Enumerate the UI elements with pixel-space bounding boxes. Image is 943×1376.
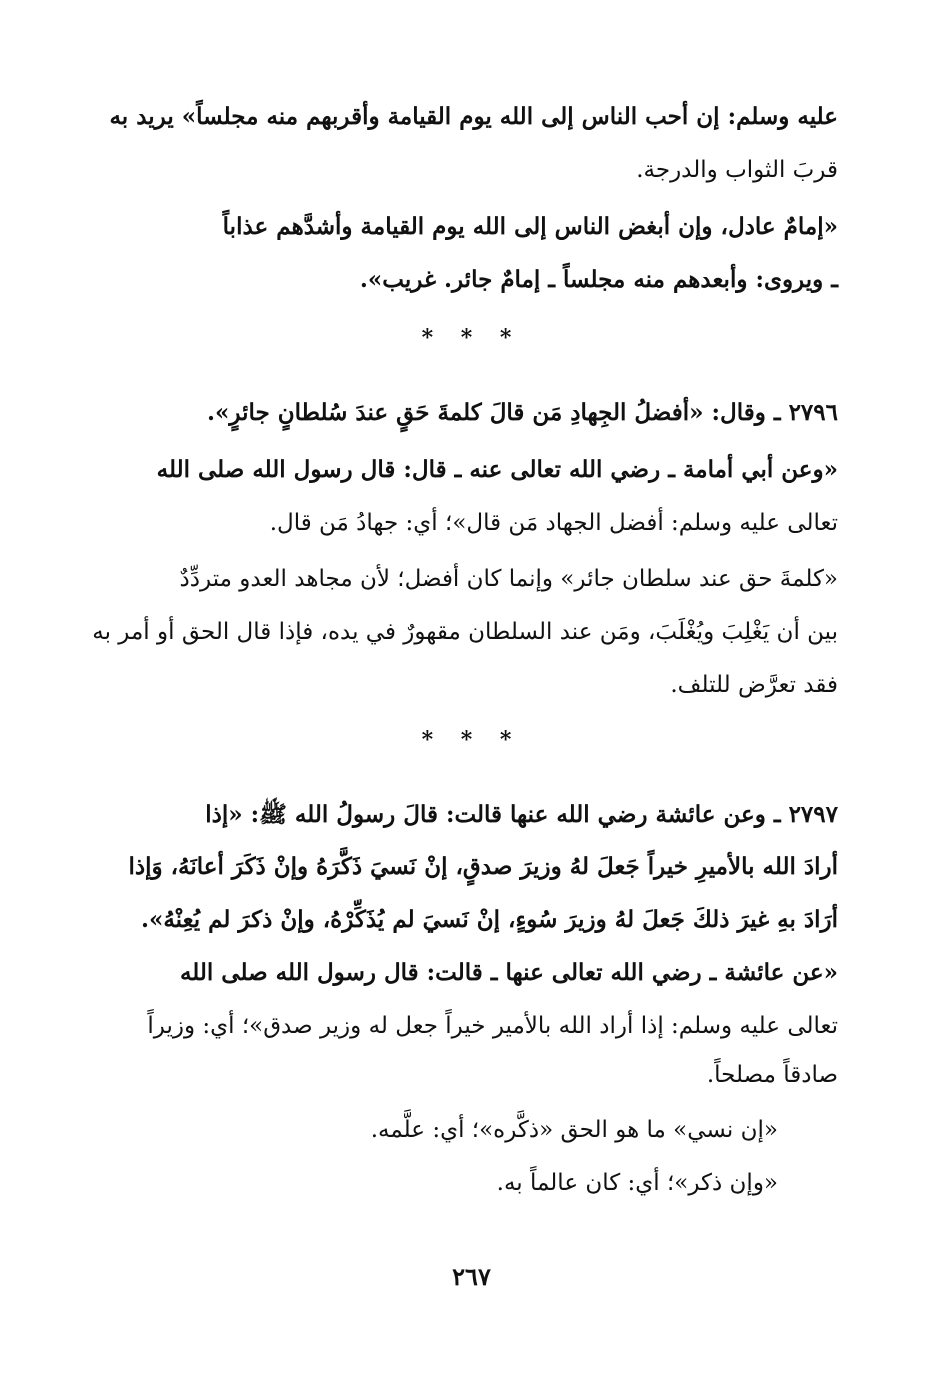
text-line: «وإن ذكر»؛ أي: كان عالماً به. <box>496 1170 778 1196</box>
hadith-heading-2797: ٢٧٩٧ ـ وعن عائشة رضي الله عنها قالت: قالَ رسولُ الله ﷺ: «إذا <box>205 801 838 828</box>
text-line: فقد تعرَّض للتلف. <box>670 672 838 698</box>
text-line: «كلمةَ حق عند سلطان جائر» وإنما كان أفضل؛ لأن مجاهد العدو متردِّدٌ <box>179 566 838 592</box>
text-line: أرادَ الله بالأميرِ خيراً جَعلَ لهُ وزيرَ صدقٍ، إنْ نَسيَ ذَكَّرَهُ وإنْ ذَكَرَ أعانَهُ، وَإذا <box>128 853 838 880</box>
text-line: تعالى عليه وسلم: أفضل الجهاد مَن قال»؛ أي: جهادُ مَن قال. <box>269 510 838 536</box>
text-line: «إمامٌ عادل، وإن أبغض الناس إلى الله يوم القيامة وأشدَّهم عذاباً <box>222 213 838 240</box>
text-line: أرَادَ بهِ غيرَ ذلكَ جَعلَ لهُ وزيرَ سُوءٍ، إنْ نَسيَ لم يُذَكِّرْهُ، وإنْ ذكرَ لم يُعِنْهُ». <box>140 906 838 933</box>
section-separator: * * * <box>421 727 522 753</box>
text-line: «عن عائشة ـ رضي الله تعالى عنها ـ قالت: قال رسول الله صلى الله <box>179 959 838 986</box>
text-line: «وعن أبي أمامة ـ رضي الله تعالى عنه ـ قال: قال رسول الله صلى الله <box>156 456 838 483</box>
text-line: عليه وسلم: إن أحب الناس إلى الله يوم القيامة وأقربهم منه مجلساً» يريد به <box>109 103 838 130</box>
page-number: ٢٦٧ <box>452 1262 491 1291</box>
text-line: «إن نسي» ما هو الحق «ذكَّره»؛ أي: علَّمه. <box>370 1117 778 1143</box>
text-line: صادقاً مصلحاً. <box>706 1062 838 1088</box>
text-line: قربَ الثواب والدرجة. <box>636 157 838 183</box>
text-line: بين أن يَغْلِبَ ويُغْلَبَ، ومَن عند السلطان مقهورٌ في يده، فإذا قال الحق أو أمر به <box>92 619 838 645</box>
text-line: ـ ويروى: وأبعدهم منه مجلساً ـ إمامٌ جائر. غريب». <box>359 266 838 293</box>
hadith-heading-2796: ٢٧٩٦ ـ وقال: «أفضلُ الجِهادِ مَن قالَ كلمةَ حَقٍ عندَ سُلطانٍ جائرٍ». <box>207 399 838 426</box>
text-line: تعالى عليه وسلم: إذا أراد الله بالأمير خيراً جعل له وزير صدق»؛ أي: وزيراً <box>147 1013 838 1039</box>
section-separator: * * * <box>421 325 522 351</box>
